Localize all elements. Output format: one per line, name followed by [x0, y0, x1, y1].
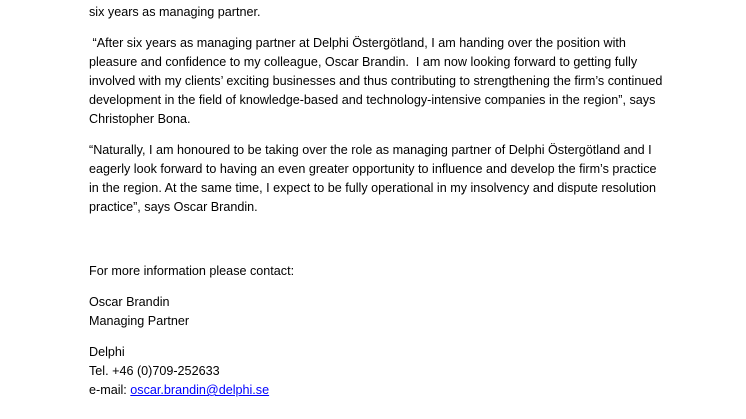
quote-christopher-bona: “After six years as managing partner at Delphi Östergötland, I am handing over the position with pleasure and confidence to my colleague, Oscar Brandin. I am now looking forward to getting fully involved with my clients’ exciting businesses and thus contributing to strengthening the firm’s continued development in the field of knowledge-based and technology-intensive companies in the region”, says Christopher Bona.	[89, 36, 663, 126]
contact-name: Oscar Brandin	[89, 295, 170, 309]
contact-details	[89, 343, 669, 400]
contact-title: Managing Partner	[89, 314, 190, 328]
contact-phone: Tel. +46 (0)709-252633	[89, 364, 220, 378]
document-page	[89, 3, 669, 400]
contact-company: Delphi	[89, 345, 125, 359]
quote-oscar-brandin: “Naturally, I am honoured to be taking over the role as managing partner of Delphi Östergötland and I eagerly look forward to having an even greater opportunity to influence and develop the firm’s practice in the region. At the same time, I expect to be fully operational in my insolvency and dispute resolution practice”, says Oscar Brandin.	[89, 143, 657, 214]
intro-fragment: six years as managing partner.	[89, 5, 261, 19]
contact-email-link[interactable]: oscar.brandin@delphi.se	[130, 383, 270, 397]
contact-heading: For more information please contact:	[89, 264, 295, 278]
contact-person	[89, 293, 669, 331]
contact-email-line	[89, 381, 669, 400]
contact-email-label: e-mail:	[89, 383, 131, 397]
